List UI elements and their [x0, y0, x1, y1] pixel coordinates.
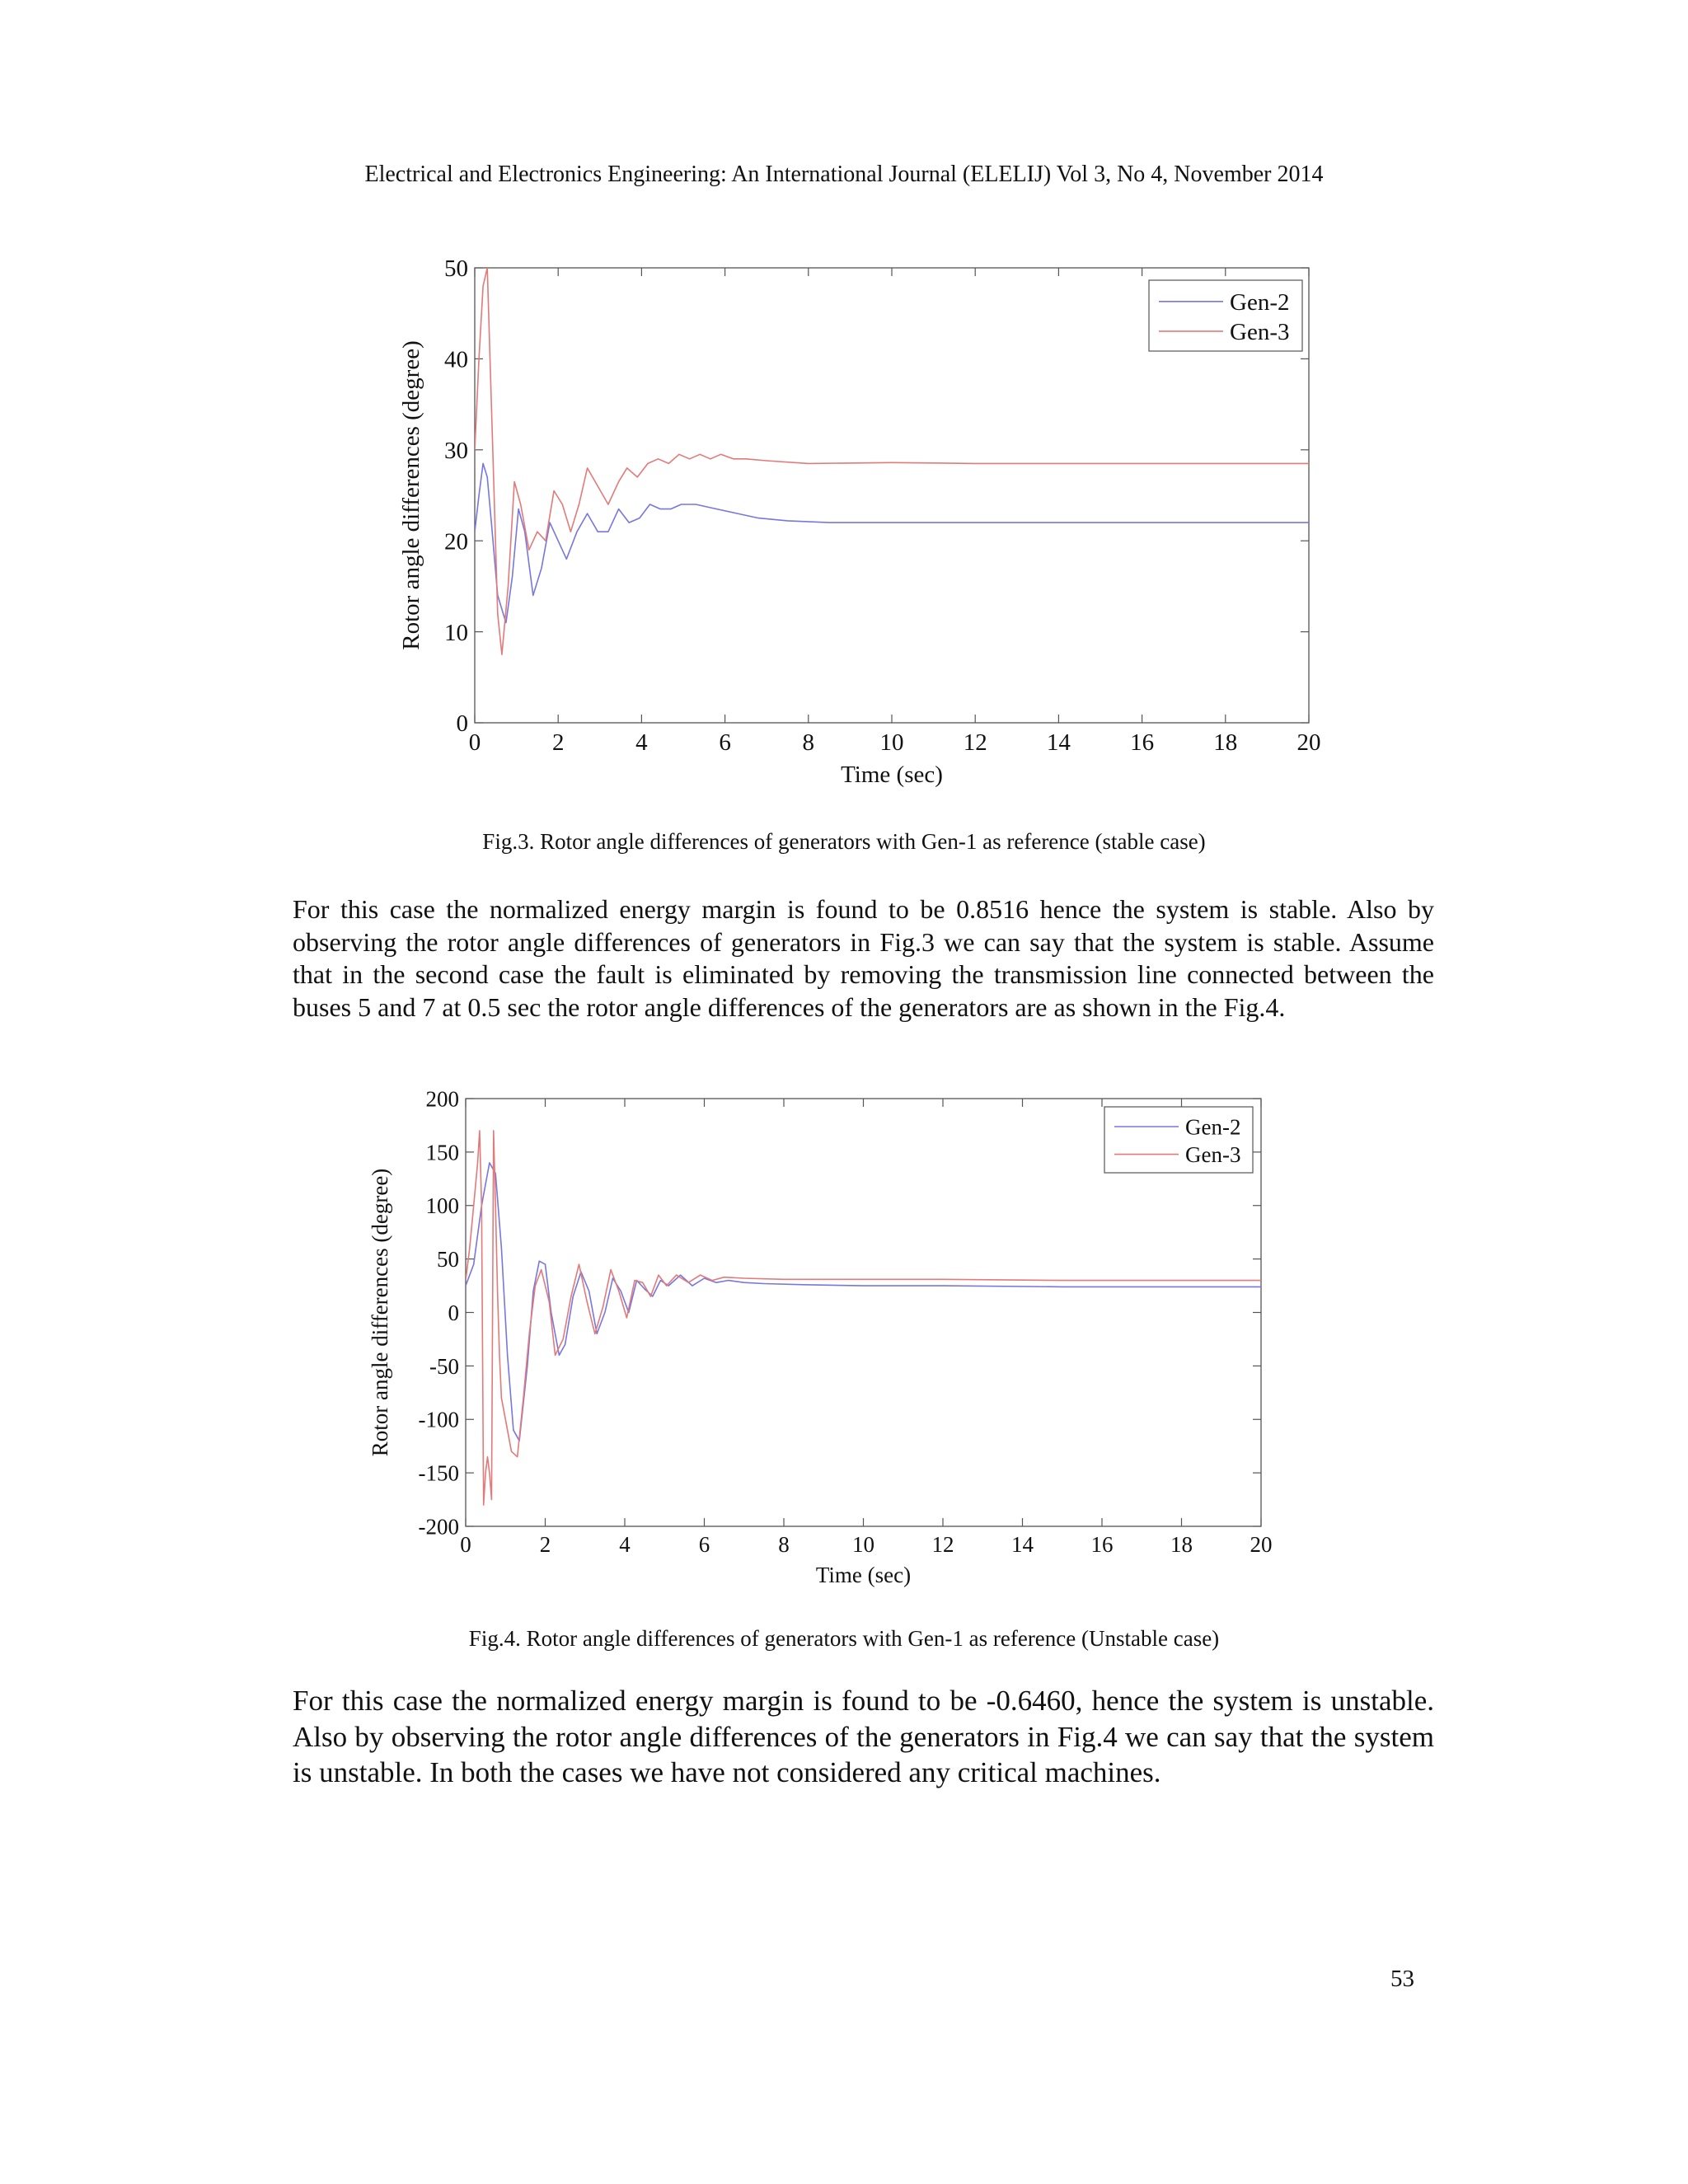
y-tick-label: 30	[444, 437, 468, 464]
x-tick-label: 4	[635, 729, 648, 756]
x-tick-label: 20	[1250, 1532, 1273, 1557]
y-tick-label: 50	[437, 1247, 459, 1272]
x-tick-label: 6	[719, 729, 731, 756]
chart-legend	[1104, 1107, 1253, 1173]
y-tick-label: 20	[444, 528, 468, 555]
y-tick-label: 10	[444, 619, 468, 646]
figure-4-caption: Fig.4. Rotor angle differences of generators with Gen-1 as reference (Unstable case)	[468, 1626, 1220, 1651]
y-tick-label: 0	[456, 710, 468, 738]
x-tick-label: 12	[963, 729, 987, 756]
chart-legend	[1149, 280, 1302, 351]
y-tick-label: -200	[418, 1514, 459, 1540]
y-tick-label: 150	[425, 1140, 459, 1165]
y-tick-label: -50	[429, 1353, 459, 1379]
x-tick-label: 0	[460, 1532, 471, 1557]
x-tick-label: 10	[879, 729, 904, 756]
x-tick-label: 18	[1170, 1532, 1193, 1557]
running-header: Electrical and Electronics Engineering: An International Journal (ELELIJ) Vol 3, No 4, November 2014	[364, 162, 1324, 187]
figure-4-chart	[363, 1084, 1278, 1595]
x-tick-label: 8	[778, 1532, 790, 1557]
x-tick-label: 16	[1130, 729, 1155, 756]
x-tick-label: 12	[931, 1532, 954, 1557]
y-tick-label: -100	[418, 1407, 459, 1432]
legend-label-gen-2: Gen-2	[1185, 1114, 1241, 1140]
figure-3-chart	[379, 251, 1335, 804]
legend-label-gen-3: Gen-3	[1230, 319, 1290, 346]
x-tick-label: 0	[468, 729, 481, 756]
y-tick-label: 200	[425, 1086, 459, 1112]
page-number: 53	[1390, 1966, 1414, 1992]
x-tick-label: 14	[1011, 1532, 1034, 1557]
x-tick-label: 2	[551, 729, 565, 756]
y-axis-label: Rotor angle differences (degree)	[398, 340, 424, 650]
x-tick-label: 14	[1046, 729, 1071, 756]
y-tick-label: -150	[418, 1460, 459, 1486]
x-tick-label: 20	[1296, 729, 1321, 756]
body-paragraph-1: For this case the normalized energy margin is found to be 0.8516 hence the system is stable. Also by observing the rotor angle differences of generators in Fig.3 we can say that the system is stable. Assume that in the second case the fault is eliminated by removing the transmission line connected between the buses 5 and 7 at 0.5 sec the rotor angle differences of the generators are as shown in the Fig.4.	[293, 894, 1434, 1022]
y-tick-label: 40	[444, 346, 468, 373]
x-axis-label: Time (sec)	[815, 1563, 912, 1587]
legend-label-gen-3: Gen-3	[1185, 1142, 1241, 1168]
y-axis-label: Rotor angle differences (degree)	[368, 1168, 392, 1457]
figure-3-caption: Fig.3. Rotor angle differences of generators with Gen-1 as reference (stable case)	[482, 829, 1206, 854]
x-axis-label: Time (sec)	[841, 762, 943, 788]
y-tick-label: 100	[425, 1193, 459, 1219]
x-tick-label: 2	[539, 1532, 551, 1557]
x-tick-label: 6	[698, 1532, 710, 1557]
x-tick-label: 16	[1090, 1532, 1114, 1557]
legend-label-gen-2: Gen-2	[1230, 288, 1290, 316]
y-tick-label: 50	[444, 255, 468, 283]
x-tick-label: 18	[1213, 729, 1238, 756]
body-paragraph-2: For this case the normalized energy margin is found to be -0.6460, hence the system is unstable. Also by observing the rotor angle differences of the generators in Fig.4 we can say that the system is unstable. In both the cases we have not considered any critical machines.	[293, 1685, 1434, 1788]
x-tick-label: 10	[852, 1532, 874, 1557]
y-tick-label: 0	[448, 1300, 459, 1325]
x-tick-label: 4	[619, 1532, 631, 1557]
x-tick-label: 8	[802, 729, 815, 756]
